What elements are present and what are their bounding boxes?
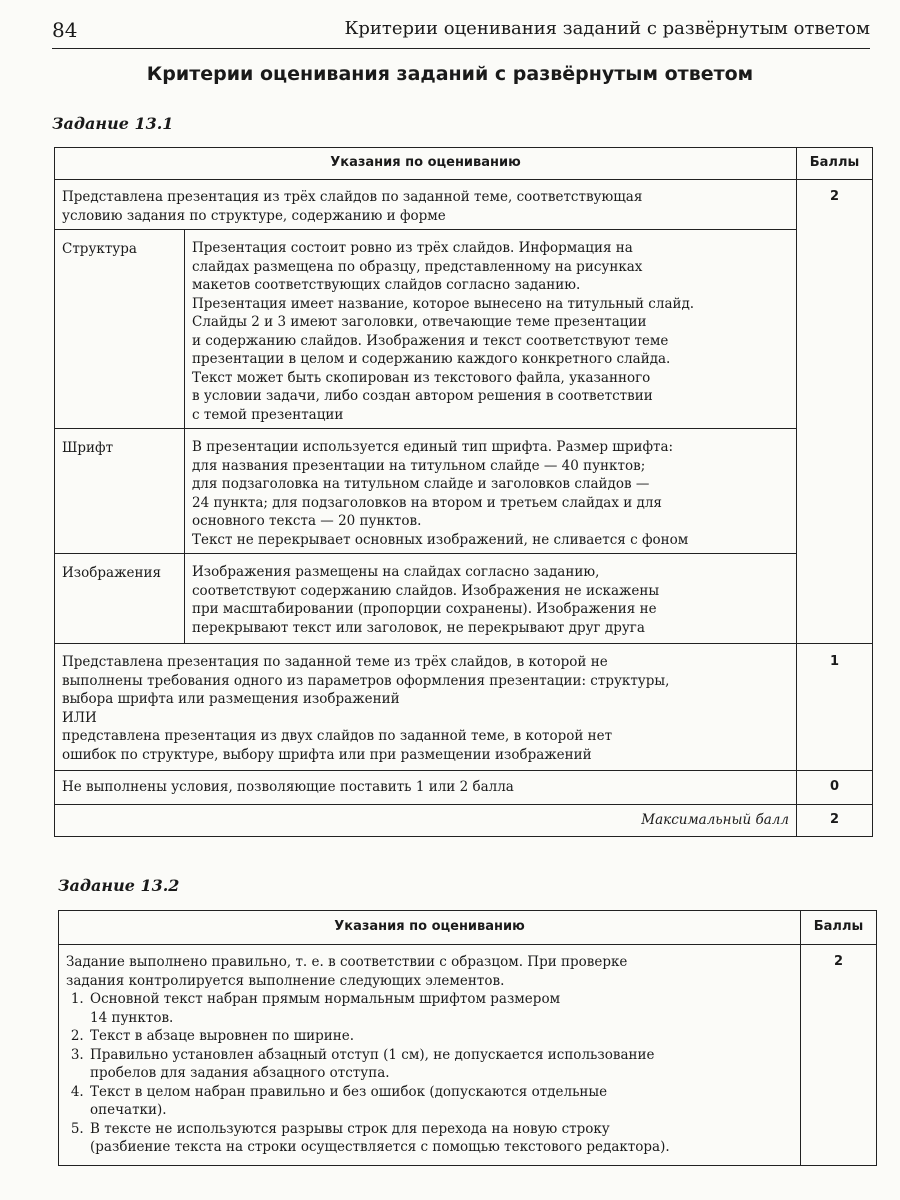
max-score-label: Максимальный балл bbox=[55, 805, 797, 837]
task-13-1-title: Задание 13.1 bbox=[52, 114, 174, 133]
max-score-row bbox=[55, 805, 873, 837]
score-value: 2 bbox=[801, 945, 877, 1166]
list-item: 3. Правильно установлен абзацный отступ (1 см), не допускается использование пробелов для задания абзацного отступа. bbox=[88, 1046, 793, 1083]
task-13-1-table bbox=[54, 147, 873, 837]
col-header-points: Баллы bbox=[797, 148, 873, 180]
criteria-list bbox=[66, 990, 793, 1157]
structure-row bbox=[55, 230, 873, 429]
score-0-value: 0 bbox=[797, 771, 873, 805]
col-header-guidance: Указания по оцениванию bbox=[59, 911, 801, 945]
structure-label: Структура bbox=[55, 230, 185, 429]
font-row bbox=[55, 429, 873, 554]
score-1-row bbox=[55, 644, 873, 771]
running-title: Критерии оценивания заданий с развёрнутым ответом bbox=[344, 18, 870, 39]
task-13-2-title: Задание 13.2 bbox=[58, 876, 180, 895]
page-number: 84 bbox=[52, 18, 78, 42]
score-0-row bbox=[55, 771, 873, 805]
page-title: Критерии оценивания заданий с развёрнутым ответом bbox=[146, 63, 754, 85]
max-score-value: 2 bbox=[797, 805, 873, 837]
font-text: В презентации используется единый тип шрифта. Размер шрифта: для названия презентации на титульном слайде — 40 пунктов; для подзаголовка на титульном слайде и заголовков слайдов — 24 пункта; для подзаголовков на втором и третьем слайдах и для основного текста — 20 пунктов. Текст не перекрывает основных изображений, не сливается с фоном bbox=[185, 429, 797, 554]
running-header bbox=[52, 18, 870, 49]
score-1-text: Представлена презентация по заданной теме из трёх слайдов, в которой не выполнены требования одного из параметров оформления презентации: структуры, выбора шрифта или размещения изображений ИЛИ представлена презентация из двух слайдов по заданной теме, в которой нет ошибок по структуре, выбору шрифта или при размещении изображений bbox=[55, 644, 797, 771]
font-label: Шрифт bbox=[55, 429, 185, 554]
table-header-row bbox=[59, 911, 877, 945]
list-item: 5. В тексте не используются разрывы строк для перехода на новую строку (разбиение текста на строки осуществляется с помощью текстового редактора). bbox=[88, 1120, 793, 1157]
list-item: 4. Текст в целом набран правильно и без ошибок (допускаются отдельные опечатки). bbox=[88, 1083, 793, 1120]
list-item: 1. Основной текст набран прямым нормальным шрифтом размером 14 пунктов. bbox=[88, 990, 793, 1027]
images-row bbox=[55, 554, 873, 644]
col-header-guidance: Указания по оцениванию bbox=[55, 148, 797, 180]
score-1-value: 1 bbox=[797, 644, 873, 771]
images-text: Изображения размещены на слайдах согласно заданию, соответствуют содержанию слайдов. Изображения не искажены при масштабировании (пропорции сохранены). Изображения не перекрывают текст или заголовок, не перекрывают друг друга bbox=[185, 554, 797, 644]
score-2-value: 2 bbox=[797, 180, 873, 644]
criteria-row bbox=[59, 945, 877, 1166]
score-0-text: Не выполнены условия, позволяющие поставить 1 или 2 балла bbox=[55, 771, 797, 805]
table-header-row bbox=[55, 148, 873, 180]
list-item: 2. Текст в абзаце выровнен по ширине. bbox=[88, 1027, 793, 1046]
criteria-text: Задание выполнено правильно, т. е. в соответствии с образцом. При проверке задания контролируется выполнение следующих элементов. 1. Основной текст набран прямым нормальным шрифтом размером 14 пунктов. 2. Текст в абзаце выровнен по ширине. 3. Правильно установлен абзацный отступ (1 см), не допускается использование пробелов для задания абзацного отступа. 4. Текст в целом набран правильно и без ошибок (допускаются отдельные опечатки). 5. В тексте не используются разрывы строк для перехода на новую строку (разбиение текста на строки осуществляется с помощью текстового редактора). bbox=[59, 945, 801, 1166]
score-2-intro: Представлена презентация из трёх слайдов по заданной теме, соответствующая условию задания по структуре, содержанию и форме bbox=[55, 180, 797, 230]
score-2-intro-row bbox=[55, 180, 873, 230]
col-header-points: Баллы bbox=[801, 911, 877, 945]
images-label: Изображения bbox=[55, 554, 185, 644]
task-13-2-table bbox=[58, 910, 877, 1166]
structure-text: Презентация состоит ровно из трёх слайдов. Информация на слайдах размещена по образцу, представленному на рисунках макетов соответствующих слайдов согласно заданию. Презентация имеет название, которое вынесено на титульный слайд. Слайды 2 и 3 имеют заголовки, отвечающие теме презентации и содержанию слайдов. Изображения и текст соответствуют теме презентации в целом и содержанию каждого конкретного слайда. Текст может быть скопирован из текстового файла, указанного в условии задачи, либо создан автором решения в соответствии с темой презентации bbox=[185, 230, 797, 429]
